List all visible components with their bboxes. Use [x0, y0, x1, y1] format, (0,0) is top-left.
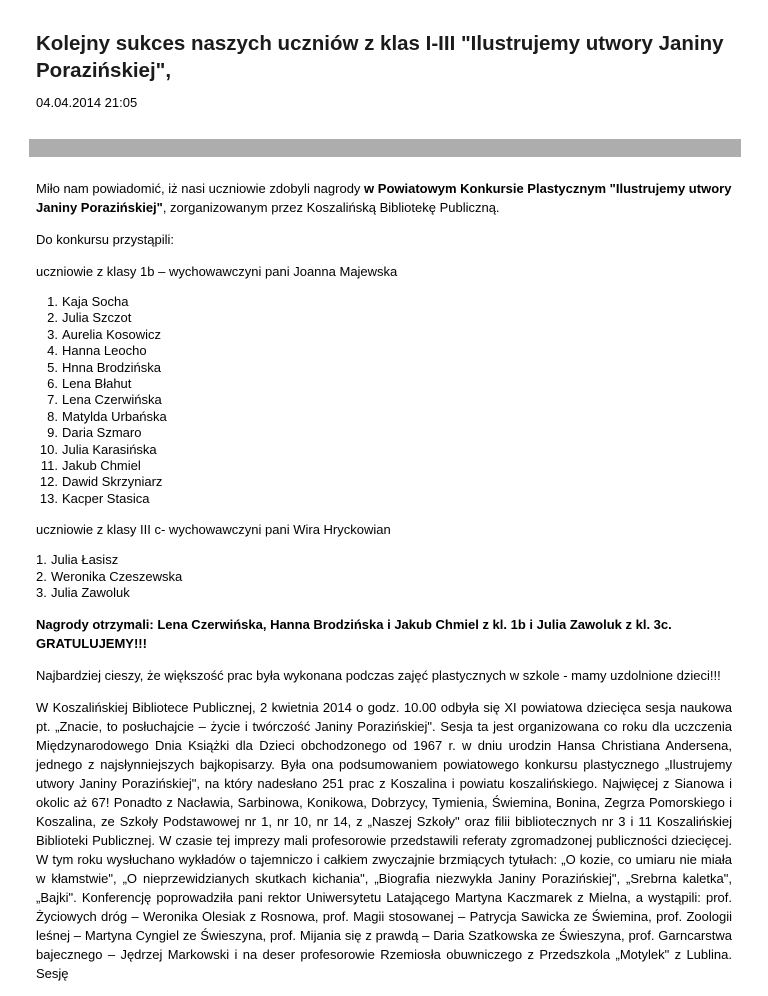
intro-paragraph — [36, 179, 732, 217]
list-item — [36, 458, 732, 474]
list-item-number: 6. — [47, 376, 58, 392]
list-item-number: 7. — [47, 392, 58, 408]
student-name: Lena Błahut — [62, 376, 132, 392]
list-item-number: 4. — [47, 343, 58, 359]
student-name: Hnna Brodzińska — [62, 359, 161, 375]
list-item-number: 11. — [40, 458, 58, 474]
list-item-number: 13. — [39, 490, 58, 506]
separator-bar — [29, 139, 741, 157]
article-date: 04.04.2014 21:05 — [36, 95, 138, 110]
participants-heading: Do konkursu przystąpili: — [36, 232, 174, 247]
student-name: Julia Karasińska — [62, 441, 157, 457]
list-item-number: 1. — [36, 552, 47, 568]
contest-name: w Powiatowym Konkursie Plastycznym "Ilustrujemy utwory Janiny Porazińskiej" — [36, 181, 732, 215]
list-item-number: 1. — [47, 294, 58, 309]
list-item-number: 10. — [39, 441, 58, 457]
student-name: Matylda Urbańska — [62, 408, 167, 424]
list-item-number: 3. — [47, 326, 58, 342]
student-name: Weronika Czeszewska — [51, 568, 183, 584]
report-paragraph: W Koszalińskiej Bibliotece Publicznej, 2 kwietnia 2014 o godz. 10.00 odbyła się XI powiatowa dziecięca sesja naukowa pt. „Znacie, to posłuchajcie – życie i twórczość Janiny Porazińskiej". Sesja ta jest organizowana co roku dla uczczenia Międzynarodowego Dnia Książki dla Dzieci obchodzonego od 1967 r. w dniu urodzin Hansa Christiana Andersena, jednego z najsłynniejszych bajkopisarzy. Była ona podsumowaniem powiatowego konkursu plastycznego „Ilustrujemy utwory Janiny Porazińskiej", na który nadesłano 251 prac z Koszalina i powiatu koszalińskiego. Najwięcej z Sianowa i okolic aż 67! Ponadto z Nacławia, Sarbinowa, Konikowa, Dobrzycy, Tymienia, Świemina, Bonina, Zegrza Pomorskiego i Koszalina, ze Szkoły Podstawowej nr 1, nr 10, nr 14, z „Naszej Szkoły" oraz filii bibliotecznych nr 3 i 11 Koszalińskiej Biblioteki Publicznej. W czasie tej imprezy mali profesorowie przedstawili referaty zgromadzonej publiczności dziecięcej. W tym roku wysłuchano wykładów o tajemniczo i całkiem zwyczajnie brzmiących tytułach: „O kozie, co umiaru nie miała w kłamstwie", „O nieprzewidzianych skutkach kichania", „Biografia niezwykła Janiny Porazińskiej", „Srebrna kaletka", „Bajki". Konferencję poprowadziła pani rektor Uniwersytetu Latającego Martyna Kaczmarek z Mielna, a wystąpili: prof. Życiowych dróg – Weronika Olesiak z Rosnowa, prof. Magii stosowanej – Patrycja Sawicka ze Świemina, prof. Zoologii leśnej – Martyna Cyngiel ze Świeszyna, prof. Mijania się z prawdą – Daria Szatkowska ze Świeszyna, prof. Garncarstwa bajecznego – Jędrzej Markowski i na deser profesorowie Rzemiosła obuwniczego z Przedszkola „Motylek" z Lublina. Sesję — [36, 699, 732, 981]
happiness-paragraph: Najbardziej cieszy, że większość prac była wykonana podczas zajęć plastycznych w szkole - mamy uzdolnione dzieci!!! — [36, 667, 721, 683]
class-3c-heading: uczniowie z klasy III c- wychowawczyni pani Wira Hryckowian — [36, 522, 391, 538]
class-1b-heading: uczniowie z klasy 1b – wychowawczyni pani Joanna Majewska — [36, 264, 398, 279]
list-item — [36, 491, 732, 507]
list-item-number: 9. — [47, 425, 58, 441]
awards-text: Nagrody otrzymali: Lena Czerwińska, Hanna Brodzińska i Jakub Chmiel z kl. 1b i Julia Zawoluk z kl. 3c. GRATULUJEMY!!! — [36, 616, 672, 651]
article-body — [36, 179, 732, 996]
list-item — [36, 409, 732, 425]
student-name: Lena Czerwińska — [62, 392, 162, 408]
student-name: Daria Szmaro — [62, 425, 142, 441]
list-item — [36, 360, 732, 376]
student-name: Aurelia Kosowicz — [62, 326, 161, 342]
list-item-number: 2. — [47, 310, 58, 326]
list-item — [36, 343, 732, 359]
list-item — [36, 569, 732, 585]
article-title: Kolejny sukces naszych uczniów z klas I-III "Ilustrujemy utwory Janiny Porazińskiej", — [36, 32, 724, 82]
student-name: Hanna Leocho — [62, 343, 147, 359]
student-name: Jakub Chmiel — [62, 458, 141, 474]
list-item — [36, 474, 732, 490]
list-item-number: 2. — [36, 568, 47, 584]
student-name: Dawid Skrzyniarz — [62, 474, 163, 490]
list-item-number: 12. — [39, 474, 58, 490]
list-item — [36, 392, 732, 408]
student-name: Julia Łasisz — [51, 552, 119, 568]
list-item — [36, 425, 732, 441]
intro-text-end: , zorganizowanym przez Koszalińską Bibliotekę Publiczną. — [162, 200, 500, 215]
class-3c-list — [36, 552, 732, 601]
student-name: Julia Szczot — [62, 310, 132, 326]
list-item-number: 8. — [47, 408, 58, 424]
class-1b-list — [36, 294, 732, 507]
list-item-number: 3. — [36, 585, 47, 601]
list-item — [36, 376, 732, 392]
intro-text: Miło nam powiadomić, iż nasi uczniowie zdobyli nagrody — [36, 181, 365, 196]
student-name: Julia Zawoluk — [51, 585, 130, 601]
student-name: Kaja Socha — [62, 294, 129, 309]
list-item-number: 5. — [47, 359, 58, 375]
awards-paragraph — [36, 615, 732, 653]
list-item — [36, 310, 732, 326]
list-item — [36, 327, 732, 343]
list-item — [36, 552, 732, 568]
list-item — [36, 442, 732, 458]
student-name: Kacper Stasica — [62, 490, 150, 506]
list-item — [36, 585, 732, 601]
list-item — [36, 294, 732, 310]
